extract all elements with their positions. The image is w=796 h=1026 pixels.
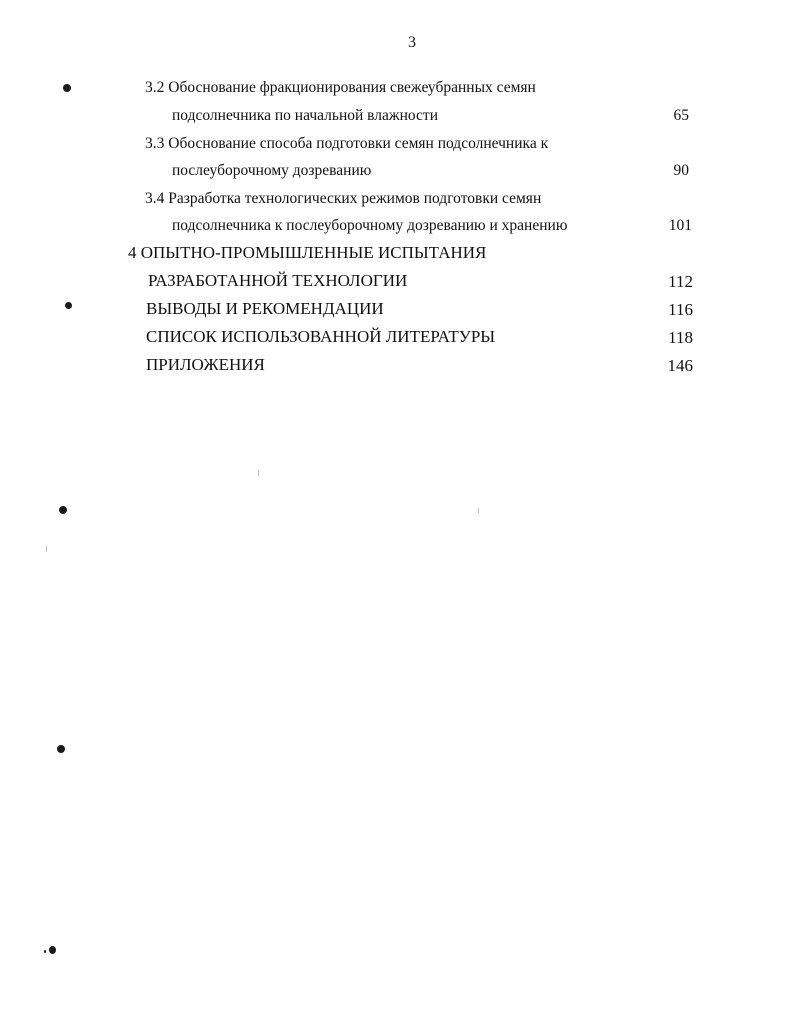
- toc-entry-title: ПРИЛОЖЕНИЯ: [146, 355, 265, 374]
- toc-entry-page: 65: [673, 107, 689, 124]
- toc-entry-title: 3.4 Разработка технологических режимов подготовки семян: [145, 190, 542, 207]
- toc-entry-title: СПИСОК ИСПОЛЬЗОВАННОЙ ЛИТЕРАТУРЫ: [146, 327, 496, 346]
- toc-entry-title-continued: послеуборочному дозреванию: [172, 162, 372, 179]
- scan-speck: [57, 745, 65, 753]
- scan-speck: [63, 84, 71, 92]
- toc-entry-page: 116: [668, 300, 693, 319]
- scan-speck: [44, 950, 46, 953]
- scan-hairline: [46, 546, 47, 552]
- toc-entry-title: 3.3 Обоснование способа подготовки семян подсолнечника к: [145, 135, 549, 152]
- toc-entry-page: 146: [667, 356, 693, 375]
- scan-speck: [49, 946, 56, 954]
- page-number: 3: [408, 34, 416, 51]
- scan-hairline: [478, 508, 479, 513]
- toc-entry-page: 118: [668, 328, 693, 347]
- toc-entry-title: 3.2 Обоснование фракционирования свежеубранных семян: [145, 79, 536, 96]
- toc-entry-title: 4 ОПЫТНО-ПРОМЫШЛЕННЫЕ ИСПЫТАНИЯ: [128, 243, 487, 262]
- toc-entry-title-continued: подсолнечника к послеуборочному дозреванию и хранению: [172, 217, 568, 234]
- toc-entry-title-continued: РАЗРАБОТАННОЙ ТЕХНОЛОГИИ: [148, 271, 408, 290]
- scan-speck: [65, 302, 72, 309]
- toc-entry-page: 101: [668, 217, 692, 234]
- toc-entry-title-continued: подсолнечника по начальной влажности: [172, 107, 438, 124]
- scan-speck: [59, 506, 67, 514]
- toc-entry-page: 90: [673, 162, 689, 179]
- scan-hairline: [258, 470, 259, 476]
- toc-entry-page: 112: [668, 272, 693, 291]
- toc-entry-title: ВЫВОДЫ И РЕКОМЕНДАЦИИ: [146, 299, 384, 318]
